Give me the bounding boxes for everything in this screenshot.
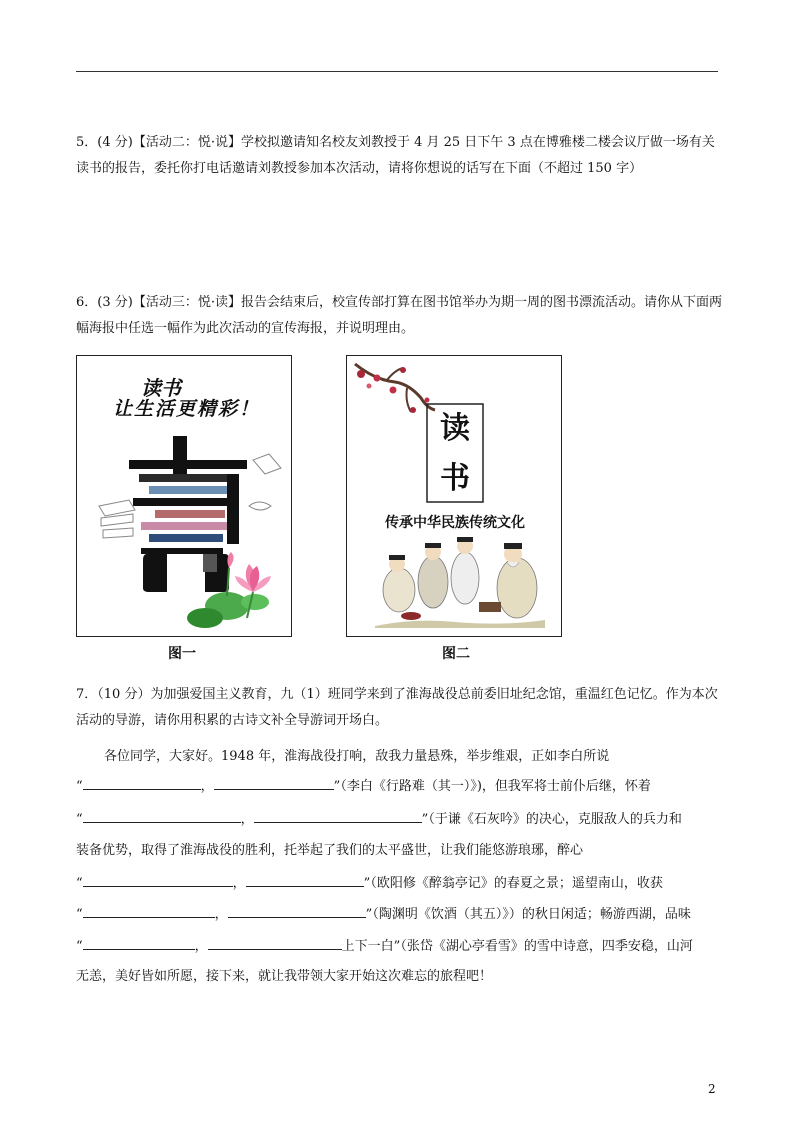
lotus-illustration xyxy=(187,552,271,628)
question-7-intro: 7．（10 分）为加强爱国主义教育，九（1）班同学来到了淮海战役总前委旧址纪念馆，重温红色记忆。作为本次活动的导游，请你用积累的古诗文补全导游词开场白。 xyxy=(76,687,718,728)
poster-2 xyxy=(346,355,562,637)
poster-2-caption: 图二 xyxy=(442,646,470,662)
answer-blank-1a[interactable] xyxy=(83,775,201,790)
poster-1-caption: 图一 xyxy=(168,646,196,662)
answer-blank-2b[interactable] xyxy=(254,808,422,823)
poster-1-line1: 读书 xyxy=(141,376,181,400)
question-7-paragraph-3: 无恙，美好皆如所愿，接下来，就让我带领大家开始这次难忘的旅程吧！ xyxy=(76,969,493,984)
answer-blank-2a[interactable] xyxy=(83,808,241,823)
plum-branch-illustration xyxy=(355,364,435,413)
header-rule xyxy=(76,71,718,72)
answer-blank-5a[interactable] xyxy=(83,935,195,950)
poster-2-slogan: 传承中华民族传统文化 xyxy=(385,515,525,531)
blank-line-2: “ ， ”（于谦《石灰吟》的决心，克服敌人的兵力和 xyxy=(76,807,726,833)
page-number: 2 xyxy=(708,1082,716,1096)
answer-blank-1b[interactable] xyxy=(214,775,334,790)
answer-blank-5b[interactable] xyxy=(208,935,342,950)
question-6: 6．(3 分)【活动三：悦·读】报告会结束后，校宣传部打算在图书馆举办为期一周的图书漂流活动。请你从下面两幅海报中任选一幅作为此次活动的宣传海报，并说明理由。 xyxy=(76,295,722,336)
answer-blank-4b[interactable] xyxy=(228,903,366,918)
answer-blank-3b[interactable] xyxy=(246,872,364,887)
blank-line-4: “ ， ”（陶渊明《饮酒（其五）》）的秋日闲适；畅游西湖，品味 xyxy=(76,902,726,928)
blank-line-3: “ ， ”（欧阳修《醉翁亭记》的春夏之景；遥望南山，收获 xyxy=(76,871,726,897)
question-7-paragraph-2: 装备优势，取得了淮海战役的胜利，托举起了我们的太平盛世，让我们能悠游琅琊，醉心 xyxy=(76,843,584,858)
scholars-illustration xyxy=(375,537,545,628)
question-7-paragraph-1: 各位同学，大家好。1948 年，淮海战役打响，敌我力量悬殊，举步维艰，正如李白所说 xyxy=(104,749,610,764)
poster-1-line2: 让生活更精彩！ xyxy=(113,398,261,420)
blank-line-5: “ ， 上下一白”（张岱《湖心亭看雪》的雪中诗意，四季安稳，山河 xyxy=(76,934,726,960)
question-5: 5．(4 分)【活动二：悦·说】学校拟邀请知名校友刘教授于 4 月 25 日下午 3 点在博雅楼二楼会议厅做一场有关读书的报告，委托你打电话邀请刘教授参加本次活动，请将你想说的话写在下面（不超过 150 字） xyxy=(76,135,715,176)
blank-line-1: “ ， ”（李白《行路难（其一）》)，但我军将士前仆后继，怀着 xyxy=(76,774,726,800)
poster-1-artwork xyxy=(77,356,292,637)
poster-1 xyxy=(76,355,292,637)
answer-blank-4a[interactable] xyxy=(83,903,215,918)
answer-blank-3a[interactable] xyxy=(83,872,233,887)
poster-2-char-du: 读 xyxy=(440,411,470,446)
poster-2-char-shu: 书 xyxy=(440,461,470,496)
